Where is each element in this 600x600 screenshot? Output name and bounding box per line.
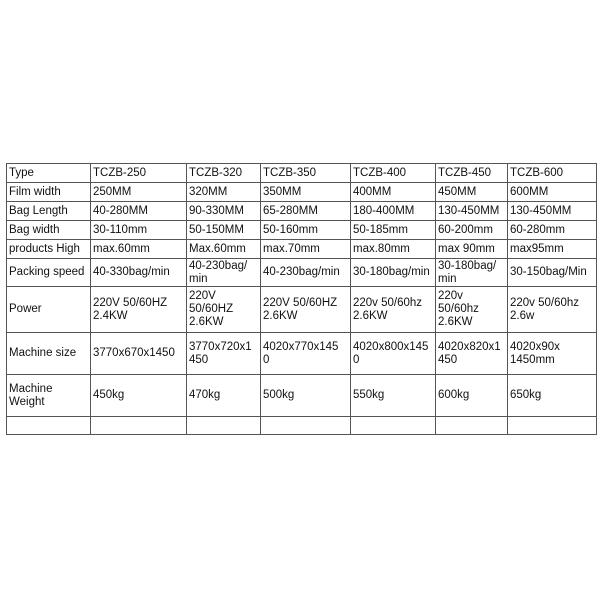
value-cell: 220V 50/60HZ 2.6KW <box>187 287 261 333</box>
value-cell: 30-180bag/ min <box>436 259 508 287</box>
value-cell <box>508 417 597 435</box>
value-cell: 320MM <box>187 183 261 202</box>
film-width-row <box>7 183 597 202</box>
value-cell: 60-280mm <box>508 221 597 240</box>
value-cell: max.70mm <box>261 240 351 259</box>
value-cell: 50-150MM <box>187 221 261 240</box>
value-cell <box>91 417 187 435</box>
value-cell: 30-150bag/Min <box>508 259 597 287</box>
machine-size-row <box>7 333 597 375</box>
value-cell: 600MM <box>508 183 597 202</box>
value-cell: max95mm <box>508 240 597 259</box>
value-cell: max.80mm <box>351 240 436 259</box>
value-cell: Max.60mm <box>187 240 261 259</box>
value-cell: TCZB-600 <box>508 164 597 183</box>
value-cell: TCZB-400 <box>351 164 436 183</box>
value-cell: 4020x770x145 0 <box>261 333 351 375</box>
value-cell: 450MM <box>436 183 508 202</box>
value-cell: 3770x720x1 450 <box>187 333 261 375</box>
empty-row <box>7 417 597 435</box>
row-label-cell: Machine Weight <box>7 375 91 417</box>
value-cell <box>261 417 351 435</box>
bag-length-row <box>7 202 597 221</box>
value-cell: 50-185mm <box>351 221 436 240</box>
value-cell: 4020x800x145 0 <box>351 333 436 375</box>
value-cell: 220v 50/60hz 2.6KW <box>436 287 508 333</box>
spec-table <box>6 163 597 435</box>
row-label-cell: Bag width <box>7 221 91 240</box>
value-cell <box>351 417 436 435</box>
value-cell: 400MM <box>351 183 436 202</box>
machine-weight-row <box>7 375 597 417</box>
value-cell: 30-180bag/min <box>351 259 436 287</box>
value-cell: 220v 50/60hz 2.6w <box>508 287 597 333</box>
row-label-cell: Film width <box>7 183 91 202</box>
value-cell <box>187 417 261 435</box>
bag-width-row <box>7 221 597 240</box>
power-row <box>7 287 597 333</box>
value-cell: 650kg <box>508 375 597 417</box>
value-cell: 600kg <box>436 375 508 417</box>
row-label-cell: Bag Length <box>7 202 91 221</box>
value-cell: 220v 50/60hz 2.6KW <box>351 287 436 333</box>
row-label-cell: Power <box>7 287 91 333</box>
value-cell: 130-450MM <box>436 202 508 221</box>
value-cell: 60-200mm <box>436 221 508 240</box>
value-cell: 50-160mm <box>261 221 351 240</box>
value-cell: 450kg <box>91 375 187 417</box>
value-cell: 30-110mm <box>91 221 187 240</box>
value-cell: TCZB-250 <box>91 164 187 183</box>
value-cell: max 90mm <box>436 240 508 259</box>
value-cell: 220V 50/60HZ 2.6KW <box>261 287 351 333</box>
value-cell: 350MM <box>261 183 351 202</box>
value-cell: 40-230bag/min <box>261 259 351 287</box>
value-cell: 90-330MM <box>187 202 261 221</box>
value-cell: 3770x670x1450 <box>91 333 187 375</box>
type-row <box>7 164 597 183</box>
products-high-row <box>7 240 597 259</box>
value-cell: 40-230bag/ min <box>187 259 261 287</box>
row-label-cell <box>7 417 91 435</box>
row-label-cell: Type <box>7 164 91 183</box>
value-cell: 40-280MM <box>91 202 187 221</box>
value-cell: 220V 50/60HZ 2.4KW <box>91 287 187 333</box>
value-cell: max.60mm <box>91 240 187 259</box>
value-cell: 180-400MM <box>351 202 436 221</box>
row-label-cell: Machine size <box>7 333 91 375</box>
value-cell: 65-280MM <box>261 202 351 221</box>
row-label-cell: Packing speed <box>7 259 91 287</box>
row-label-cell: products High <box>7 240 91 259</box>
value-cell: 4020x90x 1450mm <box>508 333 597 375</box>
value-cell: 4020x820x1 450 <box>436 333 508 375</box>
value-cell: 550kg <box>351 375 436 417</box>
value-cell: TCZB-350 <box>261 164 351 183</box>
value-cell: 40-330bag/min <box>91 259 187 287</box>
value-cell: 250MM <box>91 183 187 202</box>
value-cell <box>436 417 508 435</box>
packing-speed-row <box>7 259 597 287</box>
value-cell: 130-450MM <box>508 202 597 221</box>
value-cell: 500kg <box>261 375 351 417</box>
value-cell: TCZB-450 <box>436 164 508 183</box>
value-cell: 470kg <box>187 375 261 417</box>
value-cell: TCZB-320 <box>187 164 261 183</box>
